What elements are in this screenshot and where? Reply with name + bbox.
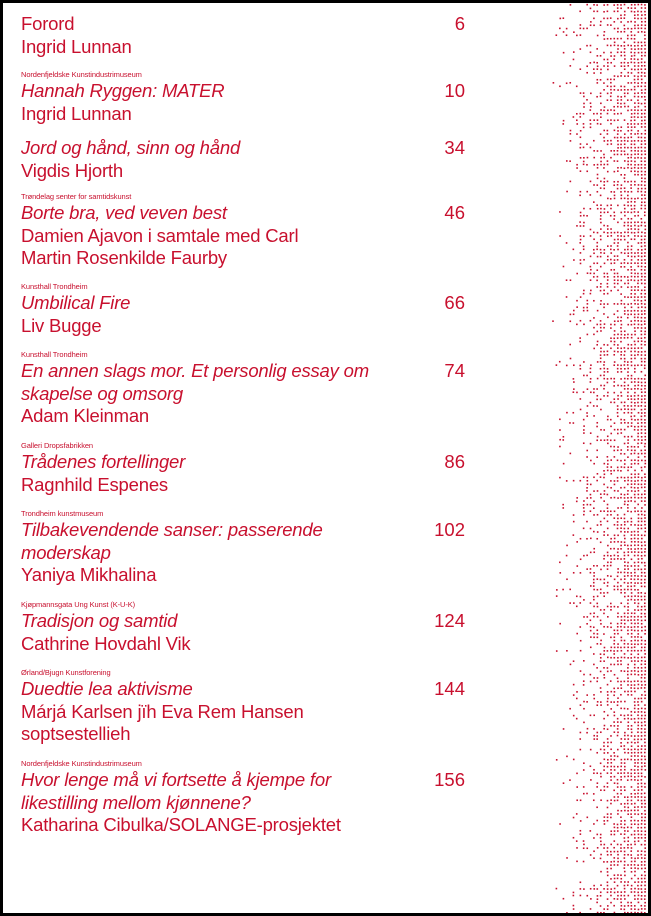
page-number: 6 (454, 13, 465, 34)
page-number: 102 (434, 519, 465, 540)
page-number: 34 (444, 137, 465, 158)
page-number: 86 (444, 451, 465, 472)
entry-title: Trådenes fortellinger (21, 451, 186, 472)
entry-title: Hannah Ryggen: MATER (21, 80, 225, 101)
toc-entry[interactable] (21, 192, 469, 270)
entry-author: Cathrine Hovdahl Vik (21, 632, 191, 654)
entry-venue: Ørland/Bjugn Kunstforening (21, 668, 111, 677)
dot-gradient-decoration (548, 3, 648, 913)
entry-title: Borte bra, ved veven best (21, 202, 227, 223)
entry-author: Ingrid Lunnan (21, 102, 132, 124)
entry-author: Liv Bugge (21, 314, 102, 336)
entry-venue: Kjøpmannsgata Ung Kunst (K-U-K) (21, 600, 136, 609)
toc-entry[interactable] (21, 70, 469, 125)
entry-author: Damien Ajavon i samtale med Carl Martin Rosenkilde Faurby (21, 224, 299, 268)
toc-entry[interactable] (21, 509, 469, 587)
entry-venue: Nordenfjeldske Kunstindustrimuseum (21, 759, 142, 768)
entry-author: Yaniya Mikhalina (21, 564, 157, 585)
entry-author: Vigdis Hjorth (21, 159, 123, 181)
toc-entry[interactable] (21, 137, 469, 182)
entry-venue: Nordenfjeldske Kunstindustrimuseum (21, 70, 142, 79)
entry-author: Márjá Karlsen jïh Eva Rem Hansen soptsestellieh (21, 700, 304, 744)
page-number: 74 (444, 360, 465, 381)
entry-title: Hvor lenge må vi fortsette å kjempe for likestilling mellom kjønnene? (21, 769, 331, 813)
entry-author: Katharina Cibulka/SOLANGE-prosjektet (21, 814, 341, 835)
page-number: 156 (434, 769, 465, 790)
toc-entry[interactable] (21, 600, 469, 655)
page-number: 66 (444, 292, 465, 313)
page-number: 10 (444, 80, 465, 101)
entry-author: Ingrid Lunnan (21, 35, 132, 57)
entry-author: Ragnhild Espenes (21, 473, 168, 495)
entry-venue: Galleri Dropsfabrikken (21, 441, 93, 450)
entry-title: Tilbakevendende sanser: passerende moderskap (21, 519, 323, 563)
page-number: 46 (444, 202, 465, 223)
entry-venue: Trondheim kunstmuseum (21, 509, 104, 518)
entry-author: Adam Kleinman (21, 405, 149, 426)
toc-entry[interactable] (21, 13, 469, 58)
toc-entry[interactable] (21, 282, 469, 337)
page-number: 124 (434, 610, 465, 631)
entry-title: En annen slags mor. Et personlig essay om skapelse og omsorg (21, 360, 369, 404)
entry-title: Duedtie lea aktivisme (21, 678, 193, 699)
toc-entry[interactable] (21, 441, 469, 496)
entry-title: Forord (21, 13, 75, 34)
entry-venue: Kunsthall Trondheim (21, 350, 88, 359)
entry-venue: Trøndelag senter for samtidskunst (21, 192, 132, 201)
toc-entry[interactable] (21, 350, 469, 428)
toc-entry[interactable] (21, 759, 469, 837)
toc-entry[interactable] (21, 668, 469, 746)
entry-title: Jord og hånd, sinn og hånd (21, 137, 241, 158)
entry-title: Tradisjon og samtid (21, 610, 178, 631)
page-number: 144 (434, 678, 465, 699)
entry-title: Umbilical Fire (21, 292, 131, 313)
entry-venue: Kunsthall Trondheim (21, 282, 88, 291)
